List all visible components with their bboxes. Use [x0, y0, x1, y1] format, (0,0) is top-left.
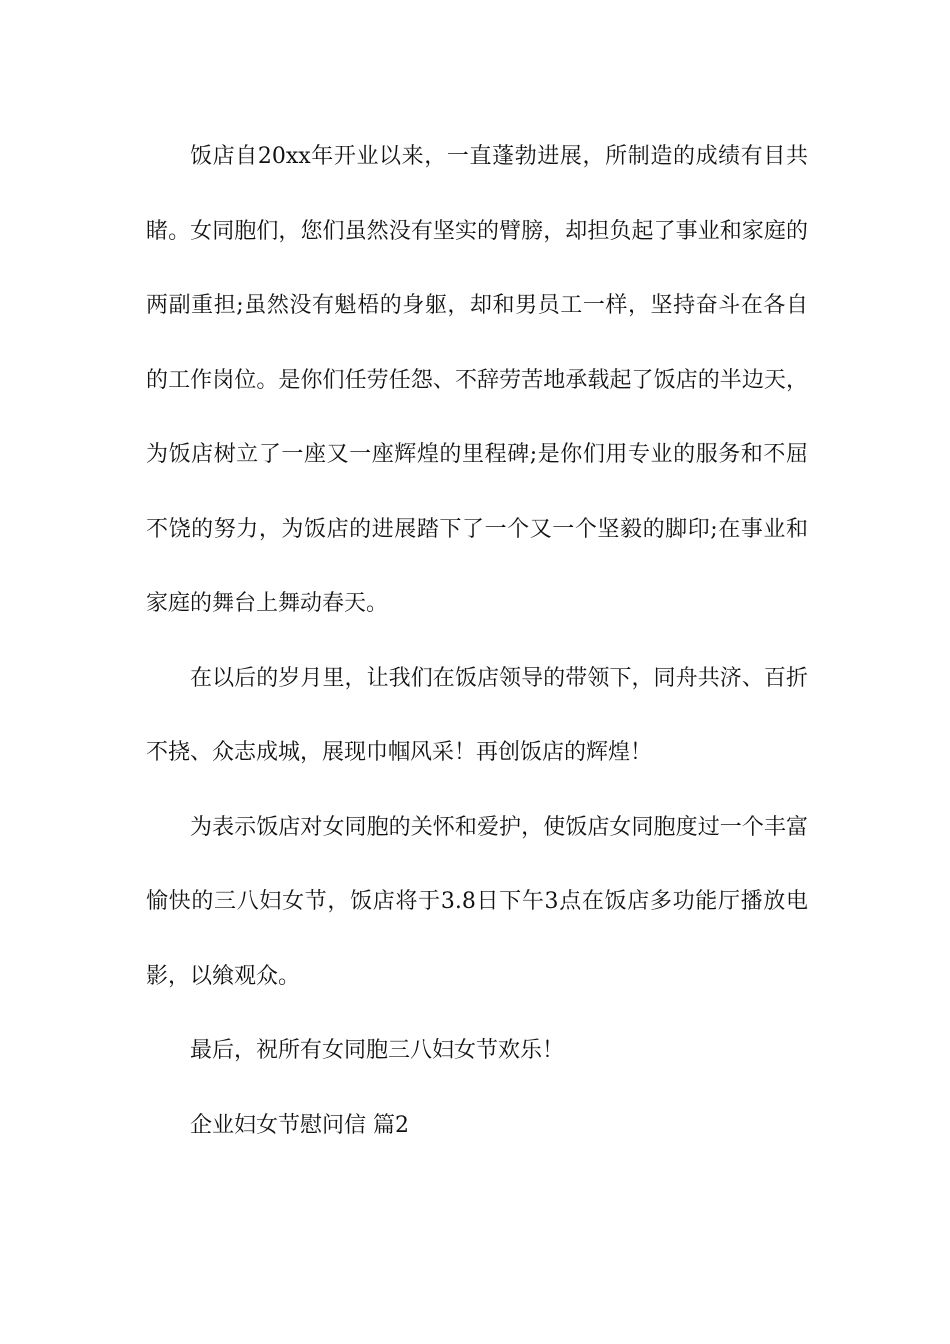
paragraph-achievements: 饭店自20xx年开业以来，一直蓬勃进展，所制造的成绩有目共睹。女同胞们，您们虽然没有坚实的臂膀，却担负起了事业和家庭的两副重担;虽然没有魁梧的身躯，却和男员工一样，坚持奋斗在各自的工作岗位。是你们任劳任怨、不辞劳苦地承载起了饭店的半边天，为饭店树立了一座又一座辉煌的里程碑;是你们用专业的服务和不屈不饶的努力，为饭店的进展踏下了一个又一个坚毅的脚印;在事业和家庭的舞台上舞动春天。	[146, 144, 808, 616]
paragraph-future: 在以后的岁月里，让我们在饭店领导的带领下，同舟共济、百折不挠、众志成城，展现巾帼风采！再创饭店的辉煌！	[146, 665, 808, 765]
paragraph-event-notice: 为表示饭店对女同胞的关怀和爱护，使饭店女同胞度过一个丰富愉快的三八妇女节，饭店将于3.8日下午3点在饭店多功能厅播放电影，以飨观众。	[146, 814, 808, 989]
document-body	[146, 120, 808, 1163]
section-heading: 企业妇女节慰问信 篇2	[190, 1112, 409, 1138]
paragraph-closing-wish: 最后，祝所有女同胞三八妇女节欢乐！	[190, 1038, 565, 1063]
